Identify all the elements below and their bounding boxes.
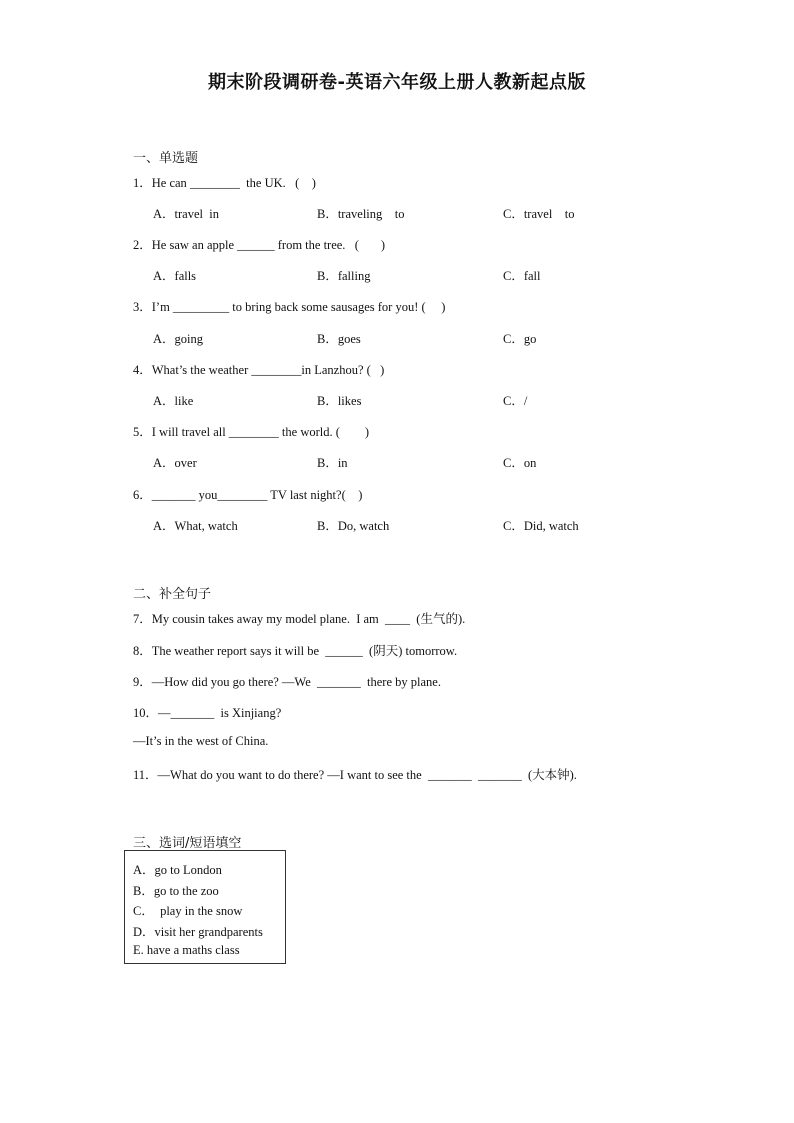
word-bank-option-a: A．go to London [133, 863, 222, 877]
page-title: 期末阶段调研卷-英语六年级上册人教新起点版 [208, 72, 586, 93]
question-10-answer-line: —It’s in the west of China. [133, 734, 269, 748]
question-6-option-c: C．Did, watch [503, 519, 579, 533]
question-1: 1．He can ________ the UK. ( ) [133, 176, 316, 190]
question-1-option-a: A．travel in [153, 207, 219, 221]
question-5: 5．I will travel all ________ the world. ( ) [133, 425, 370, 439]
question-3-option-a: A．going [153, 332, 204, 346]
section-heading-complete-sentences: 二、补全句子 [133, 587, 212, 602]
section-heading-word-fill: 三、选词/短语填空 [133, 836, 242, 851]
question-2: 2．He saw an apple ______ from the tree. ( ) [133, 238, 386, 252]
section-heading-single-choice: 一、单选题 [133, 151, 199, 166]
question-4-option-a: A．like [153, 394, 194, 408]
word-bank-box [124, 850, 286, 964]
question-5-option-a: A．over [153, 456, 197, 470]
question-6: 6．_______ you________ TV last night?( ) [133, 488, 363, 502]
question-11: 11．—What do you want to do there? —I want to see the _______ _______ (大本钟). [133, 768, 577, 782]
word-bank-option-b: B．go to the zoo [133, 884, 219, 898]
question-1-option-c: C．travel to [503, 207, 575, 221]
question-8: 8．The weather report says it will be ______ (阴天) tomorrow. [133, 644, 458, 658]
question-5-option-b: B．in [317, 456, 348, 470]
question-7: 7．My cousin takes away my model plane. I am ____ (生气的). [133, 612, 466, 626]
question-5-option-c: C．on [503, 456, 537, 470]
question-3: 3．I’m _________ to bring back some sausages for you! ( ) [133, 300, 446, 314]
question-3-option-c: C．go [503, 332, 537, 346]
question-1-option-b: B．traveling to [317, 207, 405, 221]
question-2-option-c: C．fall [503, 269, 541, 283]
question-4: 4．What’s the weather ________in Lanzhou? ( ) [133, 363, 385, 377]
question-4-option-c: C．/ [503, 394, 528, 408]
question-3-option-b: B．goes [317, 332, 361, 346]
question-6-option-a: A．What, watch [153, 519, 238, 533]
question-2-option-a: A．falls [153, 269, 197, 283]
question-4-option-b: B．likes [317, 394, 362, 408]
question-9: 9．—How did you go there? —We _______ there by plane. [133, 675, 441, 689]
question-6-option-b: B．Do, watch [317, 519, 390, 533]
question-10: 10．—_______ is Xinjiang? [133, 706, 282, 720]
question-2-option-b: B．falling [317, 269, 371, 283]
word-bank-option-d: D．visit her grandparents [133, 925, 263, 939]
word-bank-option-e: E. have a maths class [133, 943, 240, 957]
word-bank-option-c: C． play in the snow [133, 904, 243, 918]
